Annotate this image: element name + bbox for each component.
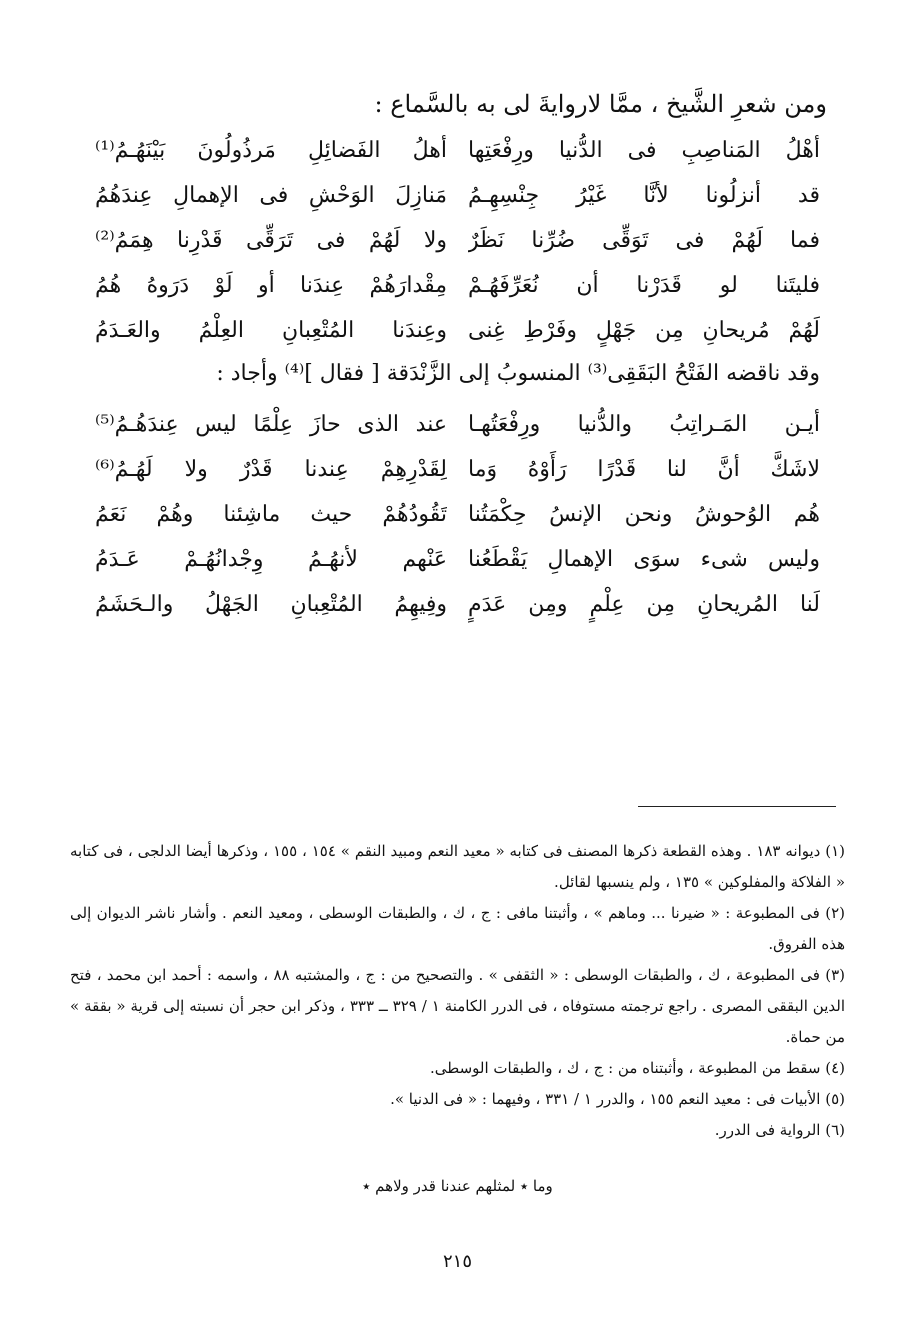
footnote-6: (٦) الرواية فى الدرر. <box>714 1121 845 1139</box>
footnote-5: (٥) الأبيات فى : معيد النعم ١٥٥ ، والدرر ١ / ٣٣١ ، وفيهما : « فى الدنيا ». <box>390 1090 845 1108</box>
verse-first-hemistich: قد أنزلُونا لأنَّا غَيْرُ جِنْسِهِـمُ <box>468 183 820 208</box>
verse-second-hemistich: أهلُ الفَضائِلِ مَرذُولُونَ بَيْنَهُـمُ⁽¹⁾ <box>95 138 447 163</box>
verse <box>95 218 820 263</box>
verse-second-hemistich: مِقْدارَهُمْ عِندَنا أو لَوْ دَرَوهُ هُمُ <box>95 273 447 298</box>
poem-first <box>95 128 820 353</box>
verse-second-hemistich: وعِندَنا المُتْعِبانِ العِلْمُ والعَـدَمُ <box>95 318 447 343</box>
verse <box>95 173 820 218</box>
poem-second <box>95 402 820 627</box>
verse-first-hemistich: فما لَهُمْ فى تَوَقِّى ضُرِّنا نَظَرٌ <box>468 228 820 253</box>
verse <box>95 402 820 447</box>
verse <box>95 582 820 627</box>
page-number: ٢١٥ <box>442 1251 472 1272</box>
verse <box>95 263 820 308</box>
verse-first-hemistich: أهْلُ المَناصِبِ فى الدُّنيا ورِفْعَتِها <box>468 138 820 163</box>
verse-second-hemistich: لِقَدْرِهِمْ عِندنا قَدْرٌ ولا لَهُـمُ⁽⁶⁾ <box>95 457 447 482</box>
footnote-divider <box>638 806 836 807</box>
verse-first-hemistich: وليس شىء سوَى الإهمالِ يَقْطَعُنا <box>468 547 820 572</box>
verse-second-hemistich: عند الذى حازَ عِلْمًا ليس عِندَهُـمُ⁽⁵⁾ <box>95 412 447 437</box>
verse-first-hemistich: هُم الوُحوشُ ونحن الإنسُ حِكْمَتُنا <box>468 502 820 527</box>
verse-first-hemistich: فليتَنا لو قَدَرْنا أن نُعَرِّفَهُـمْ <box>468 273 820 298</box>
verse-first-hemistich: أيـن المَـراتِبُ والدُّنيا ورِفْعَتُهـا <box>468 412 820 437</box>
verse-second-hemistich: ولا لَهُمْ فى تَرَقِّى قَدْرِنا هِمَمُ⁽²⁾ <box>95 228 447 253</box>
footnotes <box>70 836 845 1146</box>
verse <box>95 492 820 537</box>
transition-line: وقد ناقضه الفَتْحُ البَقَقِى⁽³⁾ المنسوبُ إلى الزَّنْدَقة [ فقال ]⁽⁴⁾ وأجاد : <box>216 361 820 386</box>
verse <box>95 308 820 353</box>
verse <box>95 128 820 173</box>
footnote-1: (١) ديوانه ١٨٣ . وهذه القطعة ذكرها المصنف فى كتابه « معيد النعم ومبيد النقم » ١٥٤ ، ١٥٥ ، وذكرها أيضا الدلجى ، فى كتابه « الفلاكة والمفلوكين » ١٣٥ ، ولم ينسبها لقائل. <box>70 842 845 891</box>
verse-second-hemistich: وفِيهِمُ المُتْعِبانِ الجَهْلُ والـحَشَمُ <box>95 592 447 617</box>
footnote-3: (٣) فى المطبوعة ، ك ، والطبقات الوسطى : « الثقفى » . والتصحيح من : ج ، والمشتبه ٨٨ ، واسمه : أحمد ابن محمد ، فتح الدين البققى المصرى . راجع ترجمته مستوفاه ، فى الدرر الكامنة ١ / ٣٢٩ ــ ٣٣٣ ، وذكر ابن حجر أن نسبته إلى قرية « بققة » من حماة. <box>70 966 846 1046</box>
verse-second-hemistich: مَنازِلَ الوَحْشِ فى الإهمالِ عِندَهُمُ <box>95 183 447 208</box>
intro-line: ومن شعرِ الشَّيخ ، ممَّا لاروايةَ لى به بالسَّماع : <box>374 90 827 118</box>
verse-second-hemistich: عَنْهم لأنهُـمُ وِجْدانُهُـمْ عَـدَمُ <box>95 547 447 572</box>
footnote-4: (٤) سقط من المطبوعة ، وأثبتناه من : ج ، ك ، والطبقات الوسطى. <box>430 1059 845 1077</box>
verse <box>95 537 820 582</box>
verse-first-hemistich: لَهُمْ مُريحانِ مِن جَهْلٍ وفَرْطِ غِنى <box>468 318 820 343</box>
verse <box>95 447 820 492</box>
footnote-2: (٢) فى المطبوعة : « ضيرنا ... وماهم » ، وأثبتنا مافى : ج ، ك ، والطبقات الوسطى ، ومعيد النعم . وأشار ناشر الديوان إلى هذه الفروق. <box>70 904 845 953</box>
footnote-variant-verse: وما ٭ لمثلهم عندنا قدر ولاهم ٭ <box>362 1177 553 1195</box>
verse-first-hemistich: لاشَكَّ أنَّ لنا قَدْرًا رَأَوْهُ وَما <box>468 457 820 482</box>
verse-second-hemistich: تَقُودُهُمْ حيث ماشِئنا وهُمْ نَعَمُ <box>95 502 447 527</box>
verse-first-hemistich: لَنا المُريحانِ مِن عِلْمٍ ومِن عَدَمٍ <box>468 592 820 617</box>
